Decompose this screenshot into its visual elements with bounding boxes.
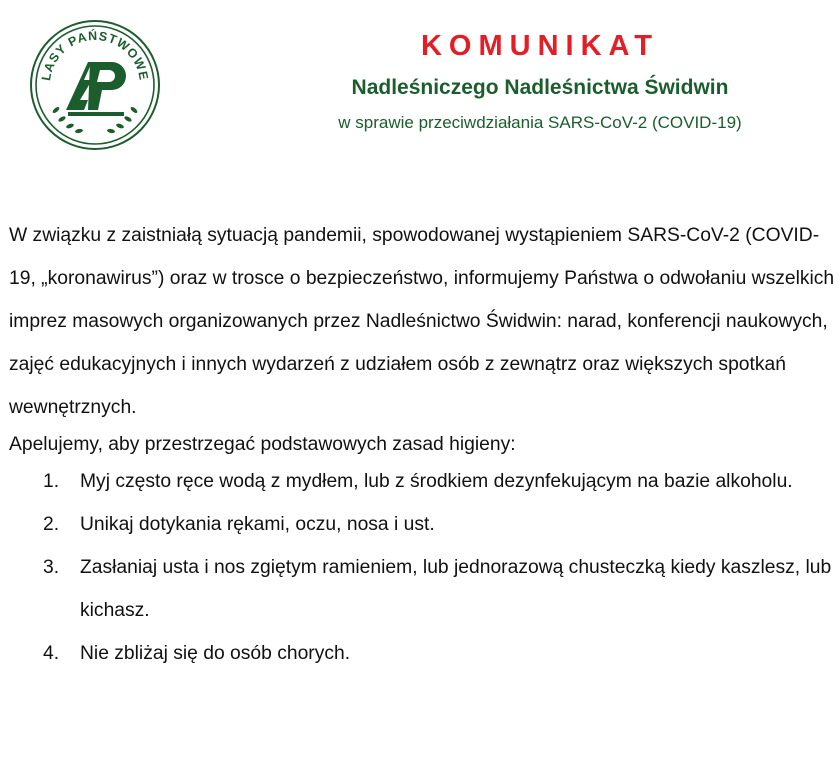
list-item-text: Nie zbliżaj się do osób chorych. (80, 643, 351, 664)
announcement-body (9, 214, 835, 675)
page-title: KOMUNIKAT (420, 30, 660, 62)
list-item (9, 546, 835, 632)
appeal-line: Apelujemy, aby przestrzegać podstawowych zasad higieny: (9, 434, 516, 455)
logo-text: LASY PAŃSTWOWE (39, 28, 151, 82)
list-item-number: 4. (43, 643, 60, 664)
list-item-number: 3. (43, 557, 60, 578)
list-item-number: 1. (43, 471, 60, 492)
list-item (9, 632, 835, 675)
tree-lp-icon (66, 62, 126, 116)
list-item-text: Unikaj dotykania rękami, oczu, nosa i ust. (80, 514, 435, 535)
list-item (9, 460, 835, 503)
lasy-panstwowe-logo (28, 18, 162, 152)
list-item-number: 2. (43, 514, 60, 535)
list-item-text: Zasłaniaj usta i nos zgiętym ramieniem, lub jednorazową chusteczką kiedy kaszlesz, lub kichasz. (80, 557, 832, 621)
announcement-header (300, 28, 780, 135)
hygiene-rules-list (9, 460, 835, 675)
list-item (9, 503, 835, 546)
page-subtitle: Nadleśniczego Nadleśnictwa Świdwin (351, 76, 729, 99)
laurel-icon (52, 106, 139, 134)
intro-paragraph: W związku z zaistniałą sytuacją pandemii, spowodowanej wystąpieniem SARS-CoV-2 (COVID-19, „koronawirus”) oraz w trosce o bezpieczeństwo, informujemy Państwa o odwołaniu wszelkich imprez masowych organizowanych przez Nadleśnictwo Świdwin: narad, konferencji naukowych, zajęć edukacyjnych i innych wydarzeń z udziałem osób z zewnątrz oraz większych spotkań wewnętrznych. (9, 225, 835, 418)
page-subject: w sprawie przeciwdziałania SARS-CoV-2 (COVID-19) (338, 113, 742, 132)
list-item-text: Myj często ręce wodą z mydłem, lub z środkiem dezynfekującym na bazie alkoholu. (80, 471, 793, 492)
logo-emblem-icon (28, 18, 162, 152)
